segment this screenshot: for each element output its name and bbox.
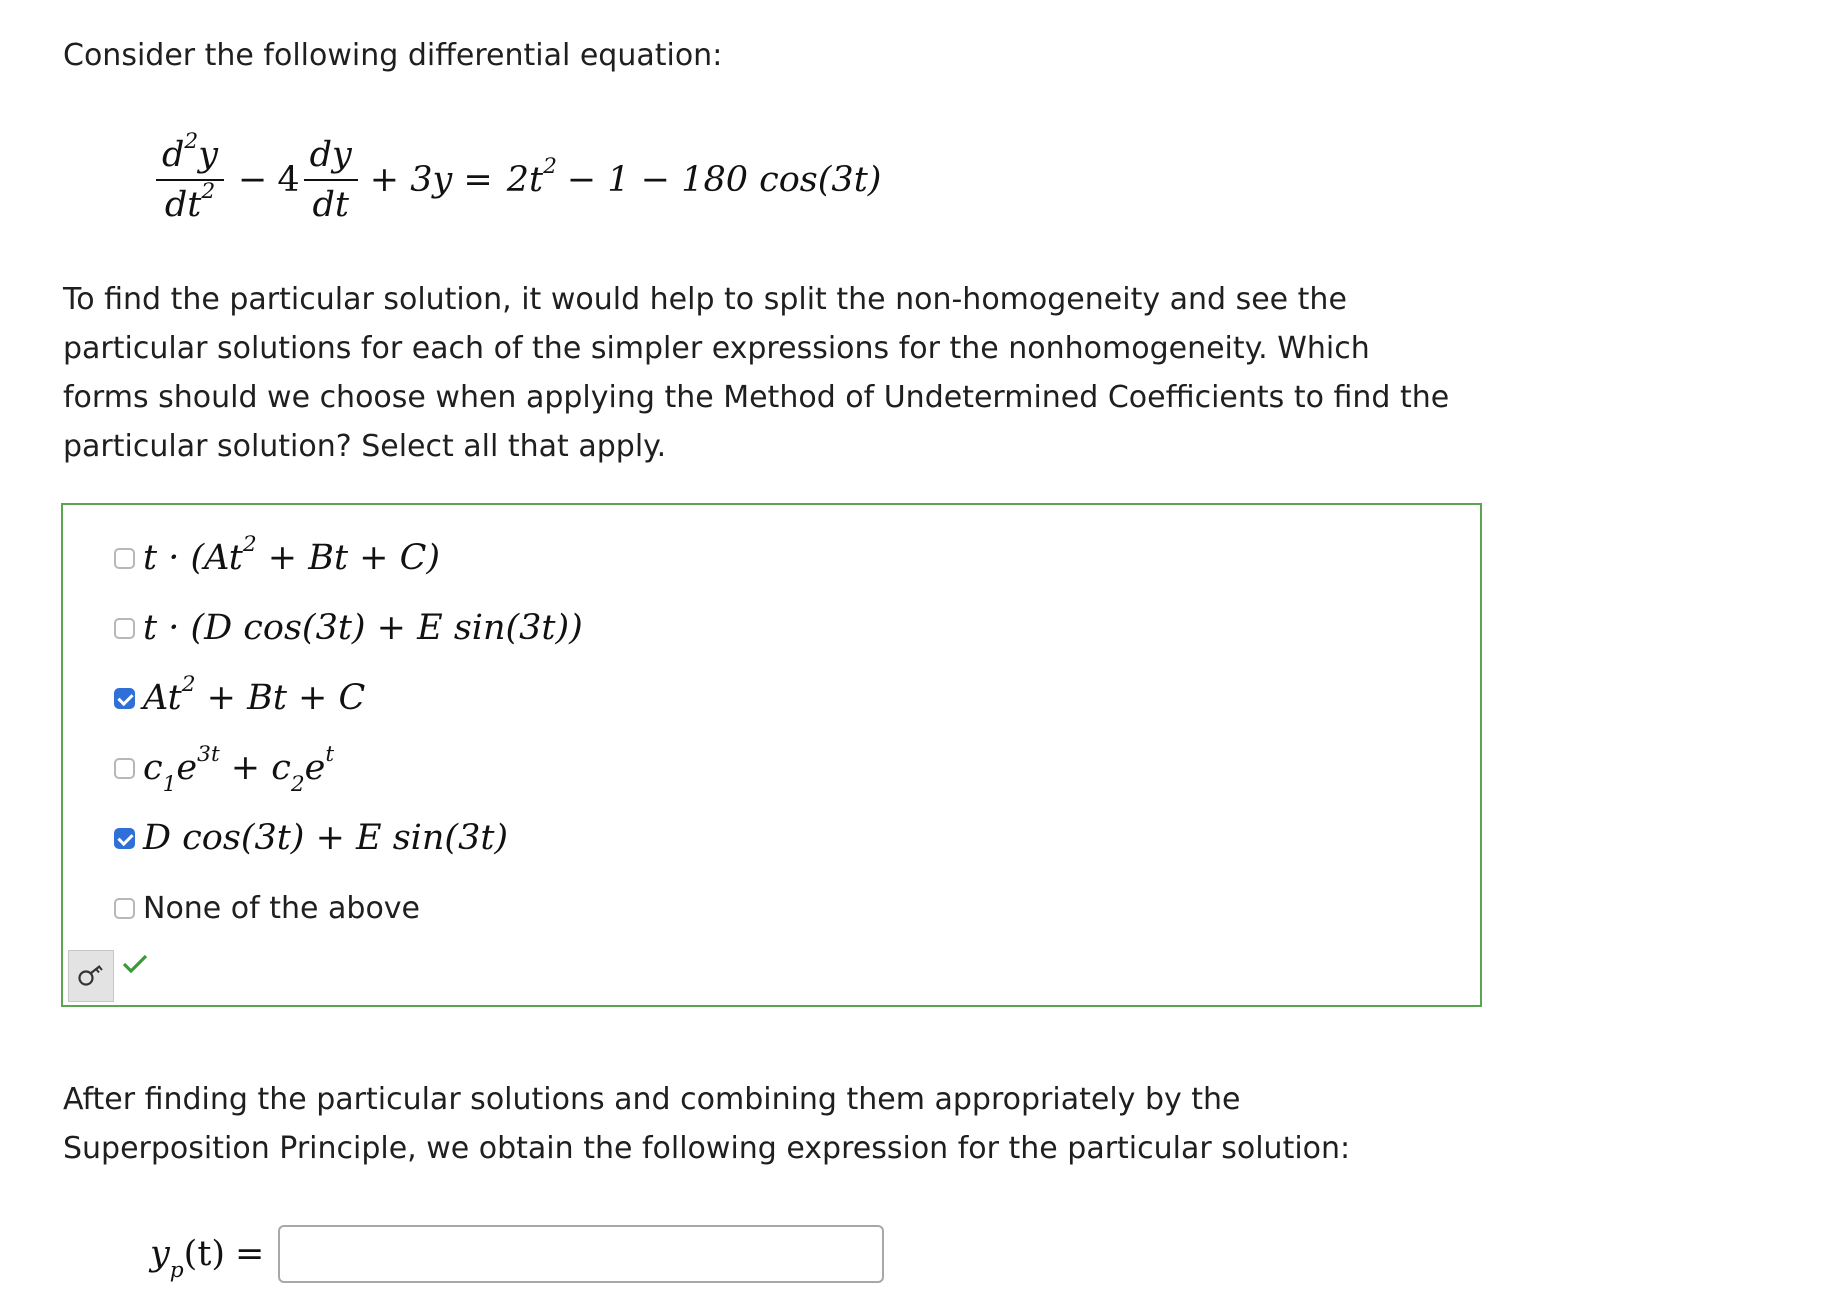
second-derivative-fraction: $\frac{d^2y}{dt^2}$ xyxy=(156,135,224,225)
intro-text: Consider the following differential equation: xyxy=(63,38,723,73)
checkbox-3-checked[interactable] xyxy=(114,688,135,709)
key-icon xyxy=(77,964,105,988)
option-2[interactable] xyxy=(114,603,583,653)
checkmark-icon xyxy=(122,954,148,974)
checkbox-5-checked[interactable] xyxy=(114,828,135,849)
particular-solution-answer: $y_p(t)$ = xyxy=(150,1222,884,1286)
option-6[interactable] xyxy=(114,883,420,933)
followup-text: After finding the particular solutions and combining them appropriately by the Superposition Principle, we obtain the following expression for the particular solution: xyxy=(63,1082,1351,1166)
option-3-label: $At^2 + Bt + C$ xyxy=(143,671,366,718)
question-text: To find the particular solution, it would help to split the non-homogeneity and see the particular solutions for each of the simpler expressions for the nonhomogeneity. Which forms should we choose when applying the Method of Undetermined Coefficients to find the particular solution? Select all that apply. xyxy=(63,282,1450,464)
checkbox-4[interactable] xyxy=(114,758,135,779)
first-derivative-fraction: $\frac{dy}{dt}$ xyxy=(304,135,358,225)
option-3[interactable] xyxy=(114,673,365,723)
option-1[interactable] xyxy=(114,533,440,583)
option-6-label: None of the above xyxy=(143,890,421,926)
particular-solution-input[interactable] xyxy=(278,1225,884,1283)
differential-equation: $\frac{d^2y}{dt^2}$ − 4 $\frac{dy}{dt}$ + 3y = $2t^2$ − 1 − 180 cos(3t) xyxy=(152,130,881,230)
option-4[interactable] xyxy=(114,741,335,798)
option-1-label: $t \cdot (At^2 + Bt + C)$ xyxy=(143,531,441,578)
checkbox-2[interactable] xyxy=(114,618,135,639)
option-5-label: D cos(3t) + E sin(3t) xyxy=(143,818,509,858)
key-button[interactable] xyxy=(68,950,114,1002)
particular-solution-label: $y_p(t)$ xyxy=(150,1234,226,1284)
option-5[interactable] xyxy=(114,813,508,863)
option-4-label: $c_1e^{3t} + c_2e^t$ xyxy=(143,741,335,798)
answer-options-box xyxy=(61,503,1482,1007)
checkbox-1[interactable] xyxy=(114,548,135,569)
option-2-label: t · (D cos(3t) + E sin(3t)) xyxy=(143,608,583,648)
checkbox-6[interactable] xyxy=(114,898,135,919)
